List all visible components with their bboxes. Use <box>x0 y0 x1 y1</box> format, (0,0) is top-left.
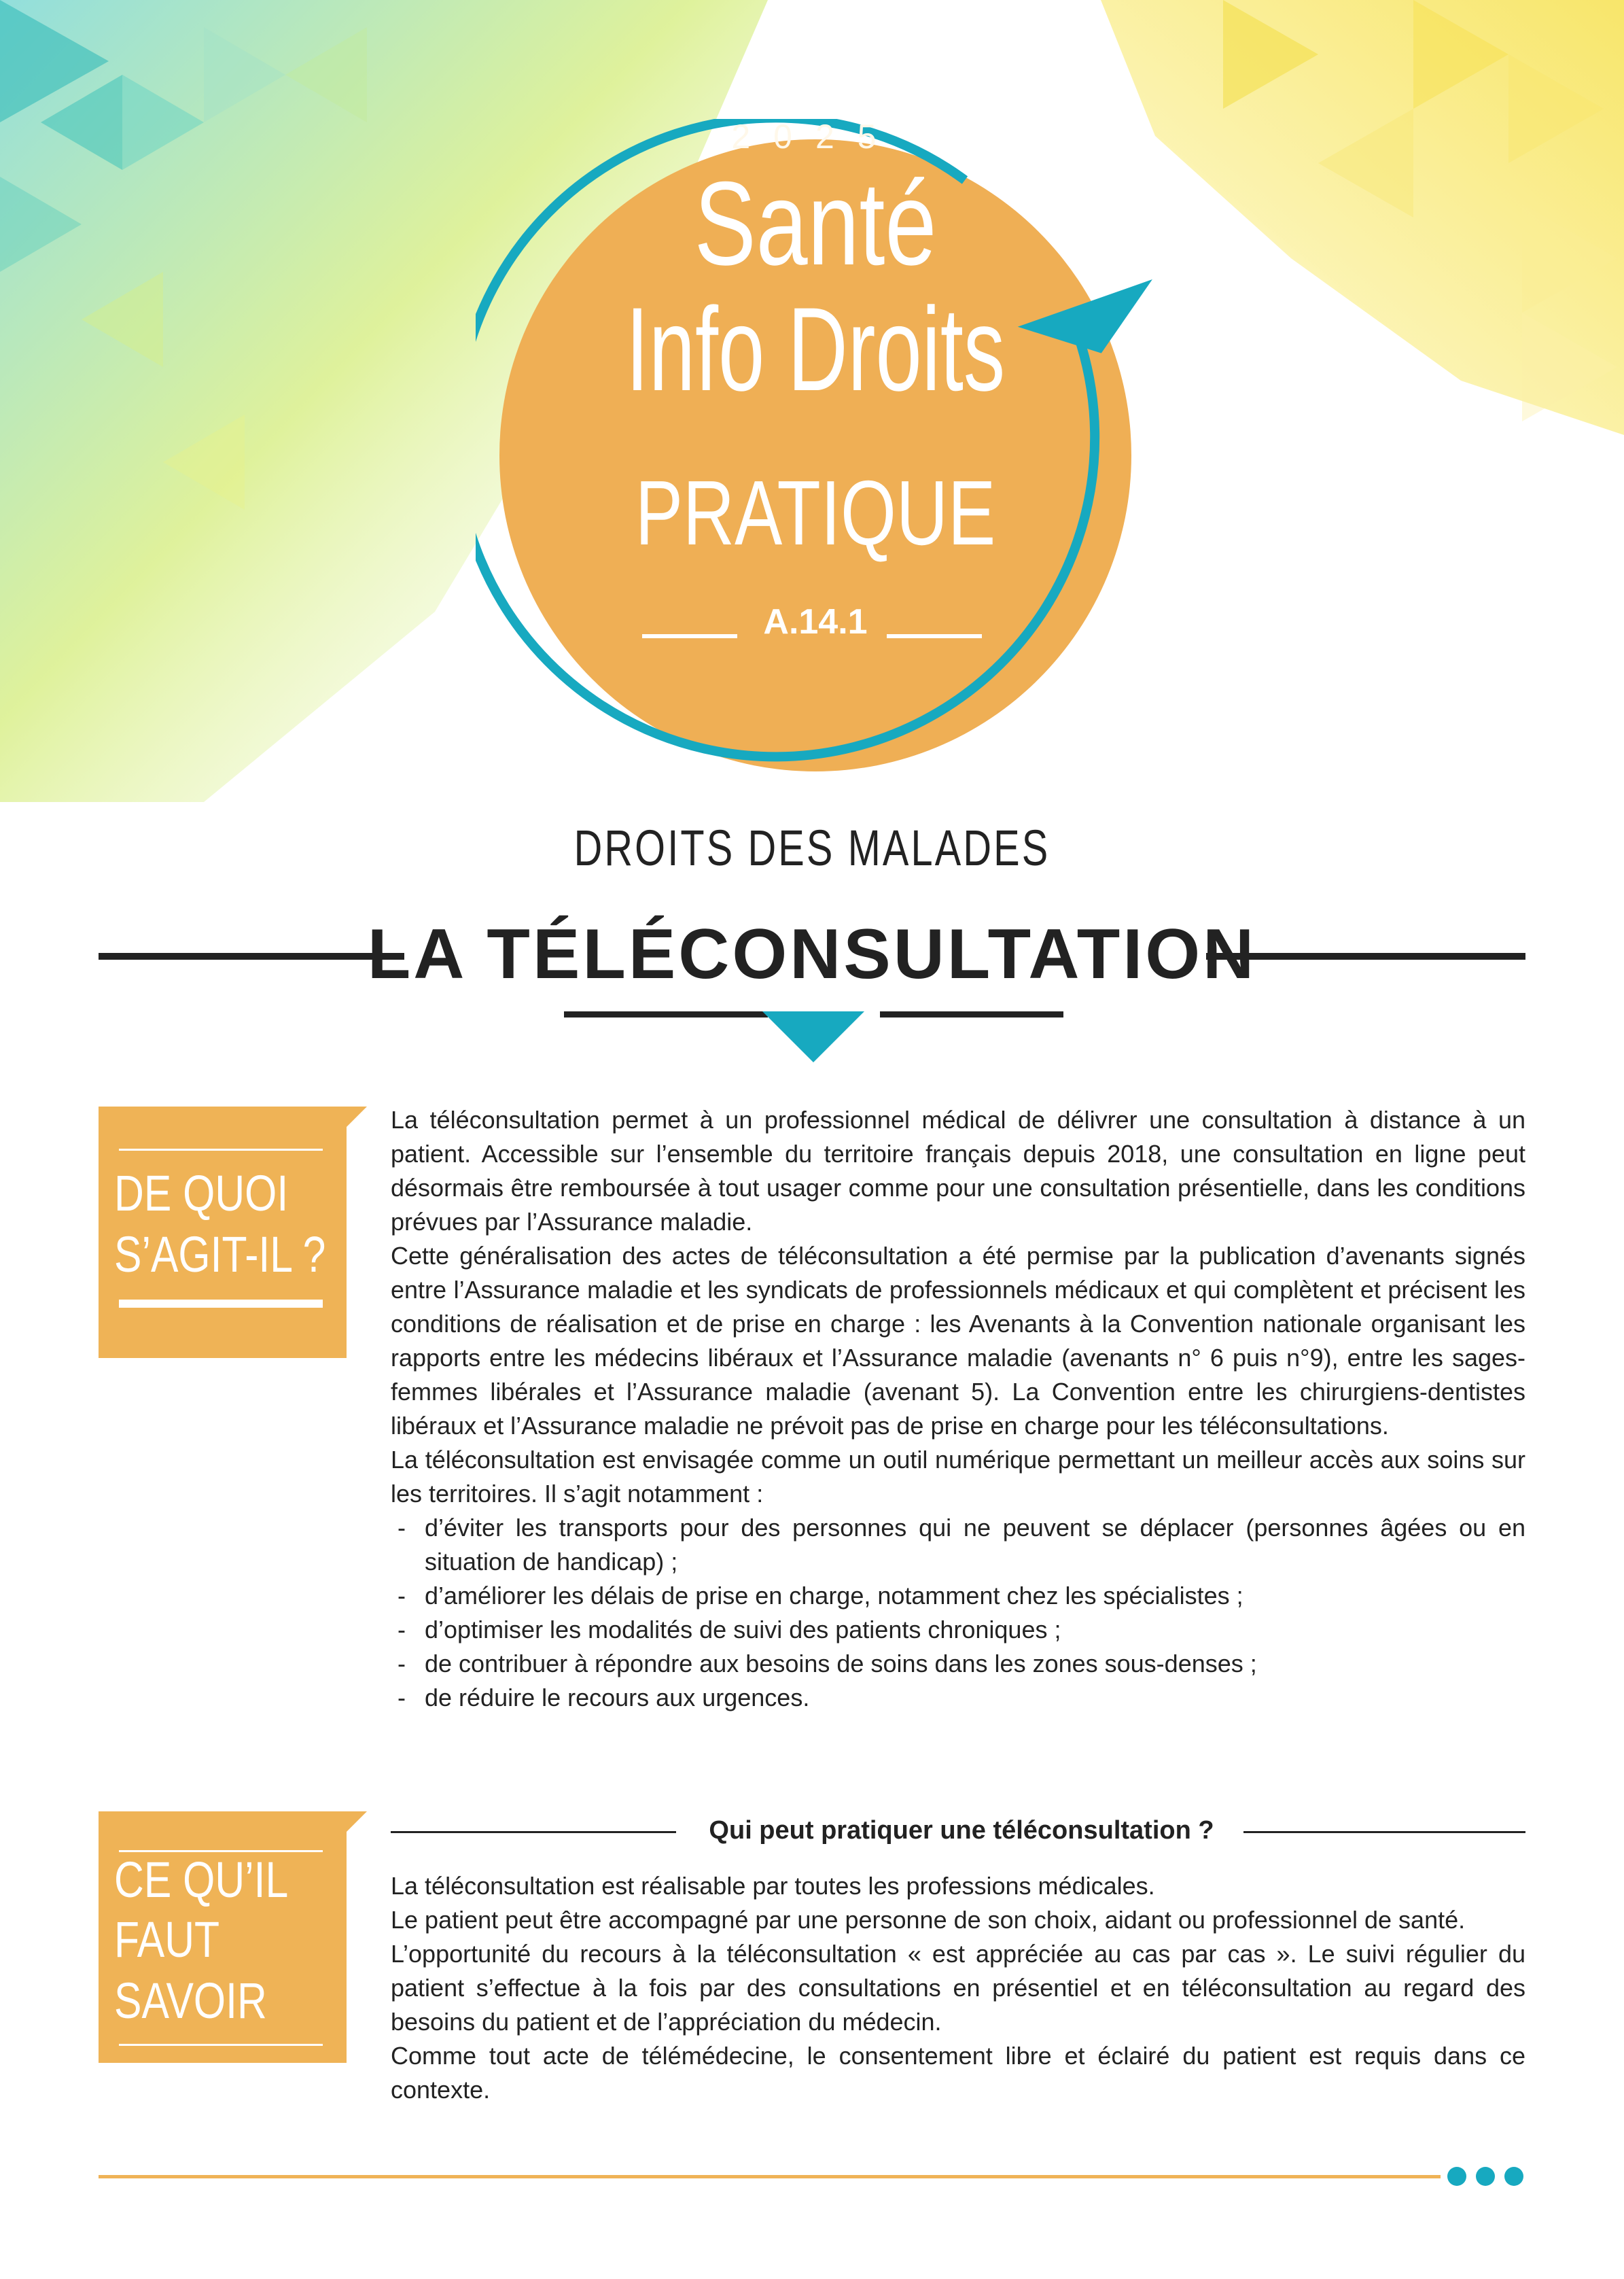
footer-dot-icon <box>1447 2167 1466 2186</box>
section1-paragraph: La téléconsultation est envisagée comme un outil numérique permettant un meilleur accès aux soins sur les territoires. Il s’agit notamment : <box>391 1446 1525 1508</box>
section1-box-tab <box>340 1107 367 1134</box>
section2-paragraph: Le patient peut être accompagné par une personne de son choix, aidant ou professionnel de santé. <box>391 1906 1466 1934</box>
section2-label-line3: SAVOIR <box>114 1972 267 2029</box>
title-underline-left <box>564 1011 768 1017</box>
section2-box-tab <box>340 1811 367 1839</box>
page-title: LA TÉLÉCONSULTATION <box>367 915 1257 994</box>
logo-code-rule-left <box>642 634 737 638</box>
list-item: - de réduire le recours aux urgences. <box>398 1684 810 1711</box>
section1-top-rule <box>119 1149 323 1151</box>
list-item: - d’améliorer les délais de prise en charge, notamment chez les spécialistes ; <box>398 1582 1243 1610</box>
subheading-rule-left <box>391 1831 676 1833</box>
list-item: - d’optimiser les modalités de suivi des patients chroniques ; <box>398 1616 1061 1643</box>
footer-dot-icon <box>1504 2167 1523 2186</box>
section2-body <box>391 1869 1525 2107</box>
title-pointer-triangle <box>762 1011 864 1062</box>
section2-bottom-rule <box>119 2044 323 2046</box>
section1-list <box>398 1511 1525 1715</box>
logo-title-line1: Santé <box>694 158 937 290</box>
section1-bottom-rule <box>119 1300 323 1308</box>
category-heading: DROITS DES MALADES <box>573 820 1051 876</box>
section2-paragraph: Comme tout acte de télémédecine, le consentement libre et éclairé du patient est requis dans ce contexte. <box>391 2042 1525 2104</box>
subheading-rule-right <box>1243 1831 1525 1833</box>
logo-title-line2: Info Droits <box>625 283 1006 416</box>
section2-label-line1: CE QU’IL <box>114 1851 289 1908</box>
section2-paragraph: La téléconsultation est réalisable par toutes les professions médicales. <box>391 1872 1155 1900</box>
footer-dot-icon <box>1476 2167 1495 2186</box>
logo-year: 2025 <box>731 118 900 156</box>
logo-code-rule-right <box>887 634 982 638</box>
list-item: - de contribuer à répondre aux besoins de soins dans les zones sous-denses ; <box>398 1650 1257 1677</box>
section1-paragraph: Cette généralisation des actes de téléconsultation a été permise par la publication d’avenants signés entre l’Assurance maladie et les syndicats de professionnels médicaux et qui complètent et précisent les conditions de réalisation et de prise en charge : les Avenants à la Convention nationale organisant les rapports entre les médecins libéraux et l’Assurance maladie (avenants n° 6 puis n°9), entre les sages-femmes libérales et l’Assurance maladie (avenant 5). La Convention entre les chirurgiens-dentistes libéraux et l’Assurance maladie ne prévoit pas de prise en charge pour les téléconsultations. <box>391 1242 1525 1440</box>
section2-subheading: Qui peut pratiquer une téléconsultation ? <box>709 1816 1214 1845</box>
section1-body <box>391 1103 1525 1715</box>
title-underline-right <box>880 1011 1063 1017</box>
logo-code: A.14.1 <box>763 602 868 642</box>
list-item: - d’éviter les transports pour des personnes qui ne peuvent se déplacer (personnes âgées ou en situation de handicap) ; <box>398 1514 1525 1576</box>
section1-label-line1: DE QUOI <box>114 1165 289 1221</box>
section2-paragraph: L’opportunité du recours à la téléconsultation « est appréciée au cas par cas ». Le suivi régulier du patient s’effectue à la fois par des consultations en présentiel et en téléconsultation au regard des besoins du patient et de l’appréciation du médecin. <box>391 1940 1525 2036</box>
section2-label-line2: FAUT <box>114 1911 220 1968</box>
section1-label-line2: S’AGIT-IL ? <box>114 1226 326 1283</box>
section1-paragraph: La téléconsultation permet à un professionnel médical de délivrer une consultation à distance à un patient. Accessible sur l’ensemble du territoire français depuis 2018, une consultation en ligne peut désormais être remboursée à tout usager comme pour une consultation présentielle, dans les conditions prévues par l’Assurance maladie. <box>391 1106 1525 1236</box>
logo-title-line3: PRATIQUE <box>635 462 996 564</box>
footer-rule <box>99 2175 1441 2178</box>
